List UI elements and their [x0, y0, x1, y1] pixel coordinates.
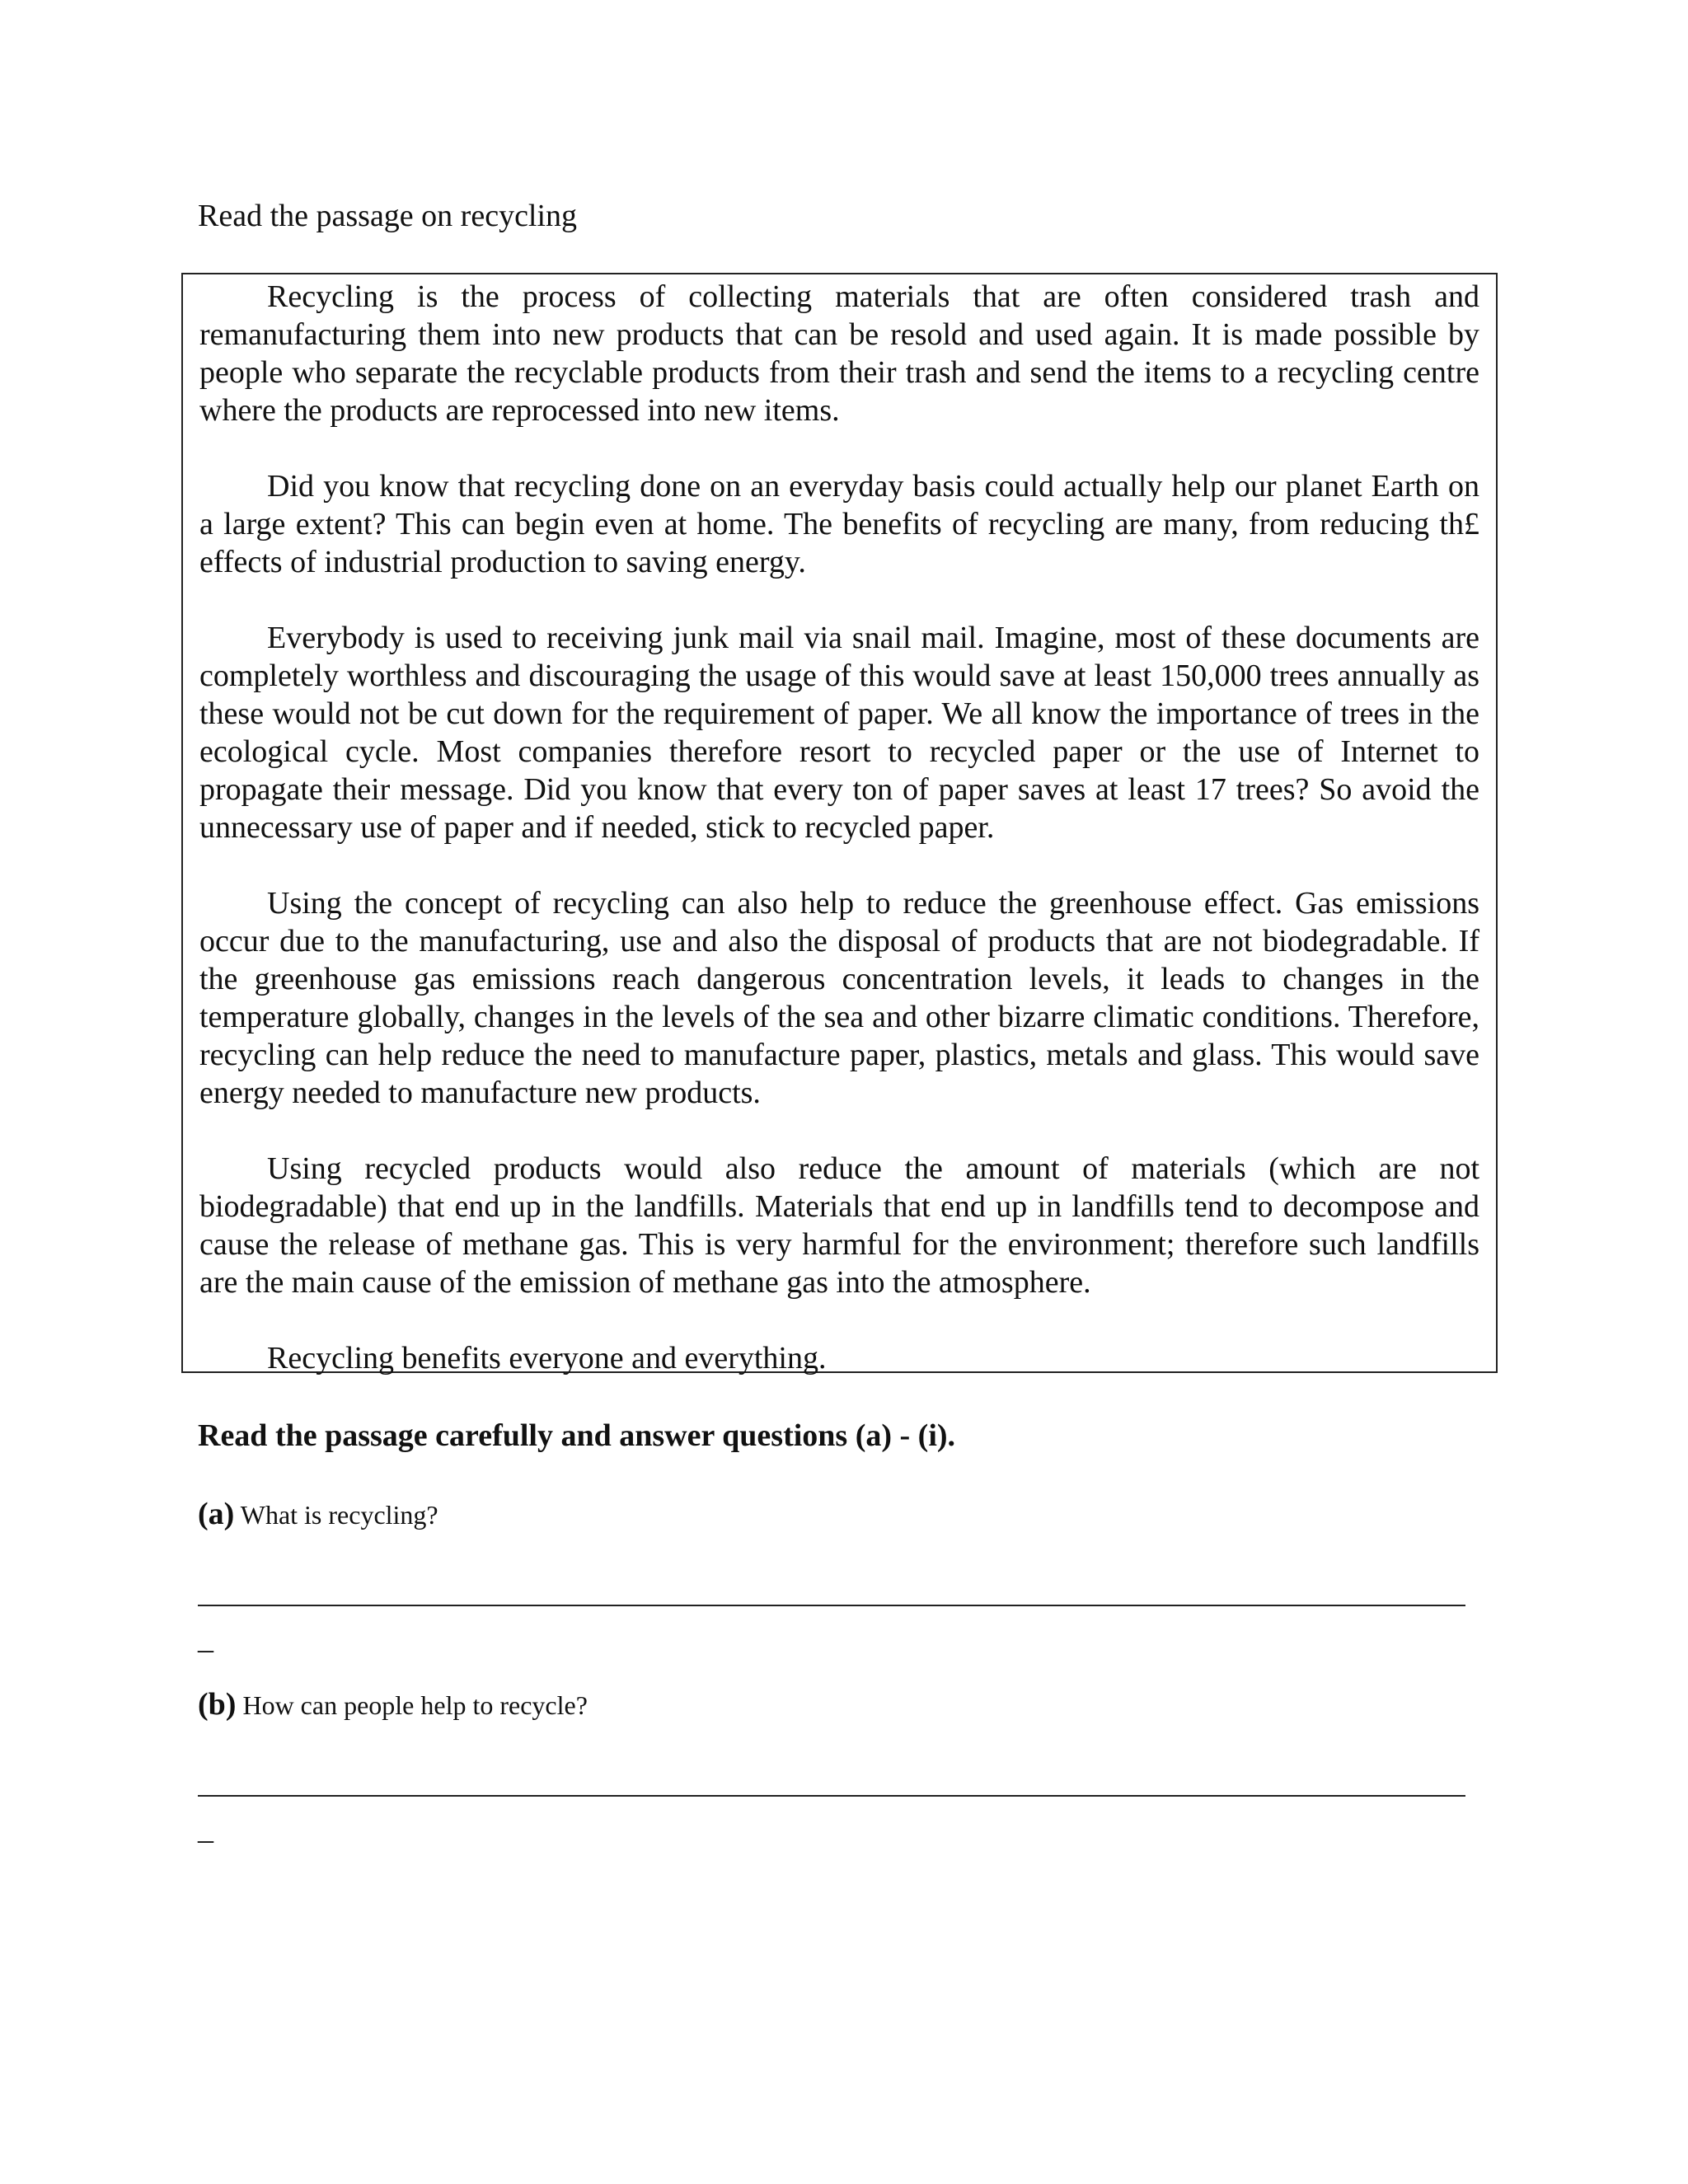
- question-b-letter: (b): [198, 1687, 237, 1722]
- passage-paragraph-4: Using the concept of recycling can also help to reduce the greenhouse effect. Gas emissions occur due to the manufacturing, use and also the disposal of products that are not biodegradable. If the greenhouse gas emissions reach dangerous concentration levels, it leads to changes in the temperature globally, changes in the levels of the sea and other bizarre climatic conditions. Therefore, recycling can help reduce the need to manufacture paper, plastics, metals and glass. This would save energy needed to manufacture new products.: [199, 886, 1479, 1110]
- passage-paragraph-1: Recycling is the process of collecting materials that are often considered trash and remanufacturing them into new products that can be resold and used again. It is made possible by people who separate the recyclable products from their trash and send the items to a recycling centre where the products are reprocessed into new items.: [199, 279, 1479, 428]
- question-b: [198, 1686, 588, 1723]
- passage-paragraph-2: Did you know that recycling done on an everyday basis could actually help our planet Earth on a large extent? This can begin even at home. The benefits of recycling are many, from reducing th£ effects of industrial production to saving energy.: [199, 469, 1479, 579]
- intro-text: Read the passage on recycling: [198, 199, 578, 233]
- question-a: [198, 1496, 438, 1533]
- question-a-text: What is recycling?: [240, 1500, 438, 1530]
- question-b-text: How can people help to recycle?: [242, 1690, 588, 1720]
- passage-box: [181, 273, 1498, 1376]
- answer-line-b-tail: _: [198, 1811, 213, 1846]
- answer-line-a[interactable]: [198, 1605, 1465, 1606]
- question-a-letter: (a): [198, 1497, 235, 1531]
- passage-paragraph-6: Recycling benefits everyone and everything.: [267, 1341, 827, 1376]
- passage-paragraph-5: Using recycled products would also reduce the amount of materials (which are not biodegradable) that end up in the landfills. Materials that end up in landfills tend to decompose and cause the release of methane gas. This is very harmful for the environment; therefore such landfills are the main cause of the emission of methane gas into the atmosphere.: [199, 1151, 1479, 1300]
- answer-line-a-tail: _: [198, 1621, 213, 1656]
- passage-paragraph-3: Everybody is used to receiving junk mail via snail mail. Imagine, most of these documents are completely worthless and discouraging the usage of this would save at least 150,000 trees annually as these would not be cut down for the requirement of paper. We all know the importance of trees in the ecological cycle. Most companies therefore resort to recycled paper or the use of Internet to propagate their message. Did you know that every ton of paper saves at least 17 trees? So avoid the unnecessary use of paper and if needed, stick to recycled paper.: [199, 621, 1479, 845]
- instruction-heading: Read the passage carefully and answer questions (a) - (i).: [198, 1418, 956, 1453]
- answer-line-b[interactable]: [198, 1795, 1465, 1797]
